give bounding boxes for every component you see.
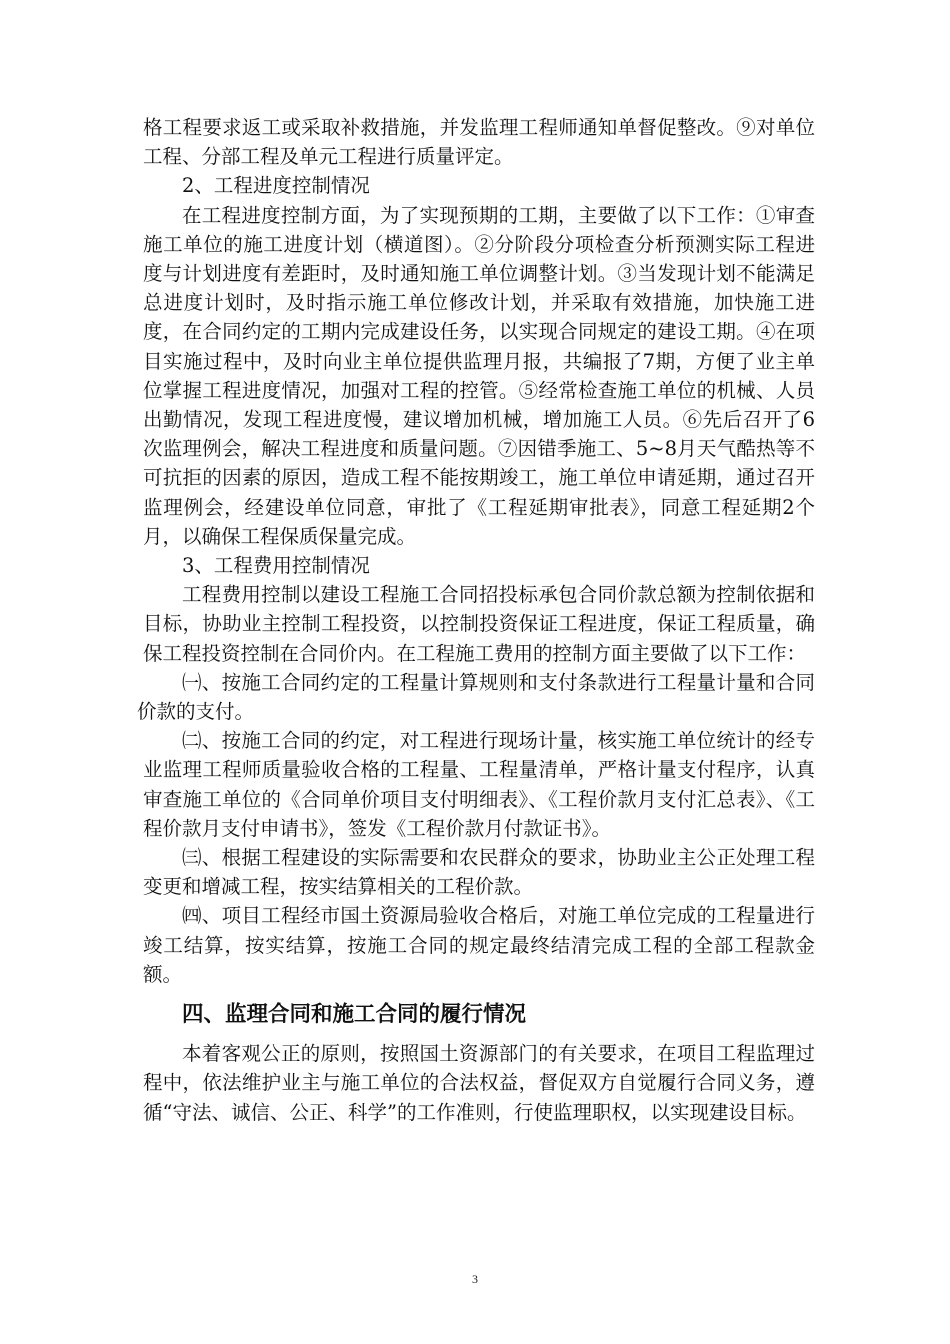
paragraph-contract-performance: 本着客观公正的原则，按照国土资源部门的有关要求，在项目工程监理过程中，依法维护业主与施工单位的合法权益，督促双方自觉履行合同义务，遵循“守法、诚信、公正、科学”的工作准则，行使监理职权，以实现建设目标。 [143, 1042, 815, 1124]
document-body [137, 113, 815, 1127]
page-number: 3 [472, 1272, 478, 1286]
section-heading-contract-performance: 四、监理合同和施工合同的履行情况 [182, 1002, 527, 1028]
list-item-3: ㈢、根据工程建设的实际需要和农民群众的要求，协助业主公正处理工程变更和增减工程，按实结算相关的工程价款。 [143, 846, 815, 899]
list-item-1: ㈠、按施工合同约定的工程量计算规则和支付条款进行工程量计量和合同价款的支付。 [137, 670, 815, 724]
list-item-2: ㈡、按施工合同的约定，对工程进行现场计量，核实施工单位统计的经专业监理工程师质量验收合格的工程量、工程量清单，严格计量支付程序，认真审查施工单位的《合同单价项目支付明细表》、《工程价款月支付汇总表》、《工程价款月支付申请书》，签发《工程价款月付款证书》。 [143, 729, 815, 840]
list-item-4: ㈣、项目工程经市国土资源局验收合格后，对施工单位完成的工程量进行竣工结算，按实结算，按施工合同的规定最终结清完成工程的全部工程款金额。 [143, 904, 815, 986]
paragraph-cost-control: 工程费用控制以建设工程施工合同招投标承包合同价款总额为控制依据和目标，协助业主控制工程投资，以控制投资保证工程进度，保证工程质量，确保工程投资控制在合同价内。在工程施工费用的控制方面主要做了以下工作： [143, 583, 815, 665]
subheading-schedule-control: 2、工程进度控制情况 [182, 174, 370, 198]
paragraph-quality-continued: 格工程要求返工或采取补救措施，并发监理工程师通知单督促整改。⑨对单位工程、分部工程及单元工程进行质量评定。 [143, 116, 815, 169]
subheading-cost-control: 3、工程费用控制情况 [182, 554, 370, 578]
paragraph-schedule-control: 在工程进度控制方面，为了实现预期的工期，主要做了以下工作：①审查施工单位的施工进度计划（横道图）。②分阶段分项检查分析预测实际工程进度与计划进度有差距时，及时通知施工单位调整计划。③当发现计划不能满足总进度计划时，及时指示施工单位修改计划，并采取有效措施，加快施工进度，在合同约定的工期内完成建设任务，以实现合同规定的建设工期。④在项目实施过程中，及时向业主单位提供监理月报，共编报了7期，方便了业主单位掌握工程进度情况，加强对工程的控管。⑤经常检查施工单位的机械、人员出勤情况，发现工程进度慢，建议增加机械，增加施工人员。⑥先后召开了6次监理例会，解决工程进度和质量问题。⑦因错季施工、5~8月天气酷热等不可抗拒的因素的原因，造成工程不能按期竣工，施工单位申请延期，通过召开监理例会，经建设单位同意，审批了《工程延期审批表》，同意工程延期2个月，以确保工程保质保量完成。 [143, 203, 815, 548]
